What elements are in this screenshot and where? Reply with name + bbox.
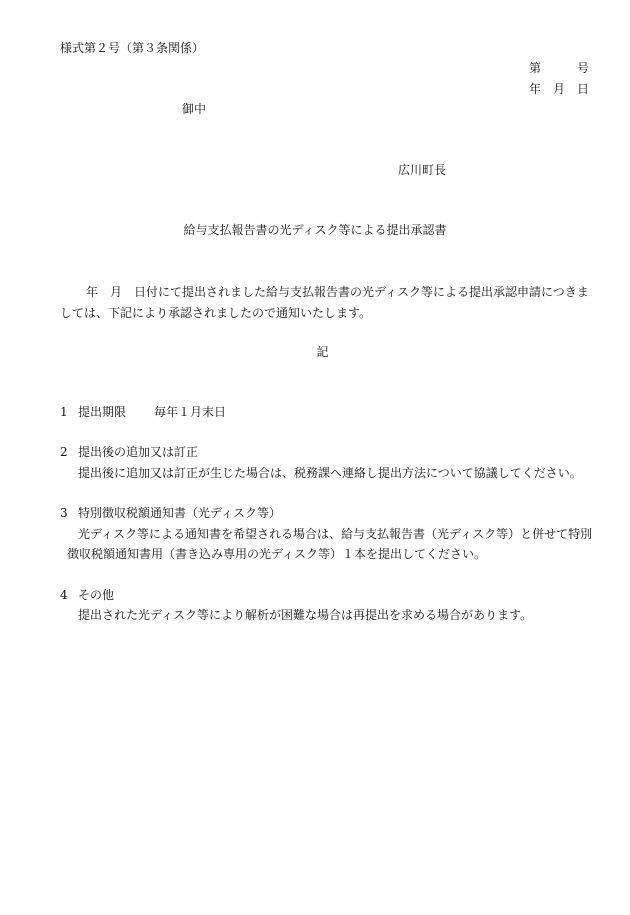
item-text: 徴収税額通知書用（書き込み専用の光ディスク等）１本を提出してください。: [67, 547, 487, 561]
number-prefix: 第: [529, 61, 542, 75]
date-year: 年: [529, 82, 542, 96]
item-number: 4: [60, 588, 68, 602]
item-number: 3: [60, 506, 68, 520]
body-text: 年 月 日付にて提出されました給与支払報告書の光ディスク等による提出承認申請につきましては、下記により承認されましたので通知いたします。: [60, 285, 589, 320]
item-heading: 提出後の追加又は訂正: [78, 445, 199, 459]
document-date: [529, 81, 589, 97]
form-label: 様式第２号（第３条関係）: [60, 41, 205, 55]
item-heading: [78, 404, 226, 420]
ki-heading: 記: [316, 345, 329, 359]
document-number: [529, 60, 589, 76]
date-day: 日: [577, 82, 590, 96]
item-text: 提出後に追加又は訂正が生じた場合は、税務課へ連絡し提出方法について協議してください。: [78, 466, 582, 480]
document-title: 給与支払報告書の光ディスク等による提出承認書: [183, 223, 447, 237]
item-heading: 特別徴収税額通知書（光ディスク等）: [78, 506, 282, 520]
addressee: 御中: [182, 102, 207, 116]
item-value: 毎年１月末日: [154, 405, 227, 419]
item-heading-text: 提出期限: [78, 405, 127, 419]
date-month: 月: [553, 82, 566, 96]
sender: 広川町長: [398, 163, 447, 177]
item-number: 2: [60, 445, 68, 459]
item-number: 1: [60, 405, 68, 419]
number-suffix: 号: [577, 61, 590, 75]
item-heading: その他: [78, 588, 115, 602]
item-text: 提出された光ディスク等により解析が困難な場合は再提出を求める場合があります。: [78, 608, 533, 622]
item-text: 光ディスク等による通知書を希望される場合は、給与支払報告書（光ディスク等）と併せて特別: [78, 527, 593, 541]
